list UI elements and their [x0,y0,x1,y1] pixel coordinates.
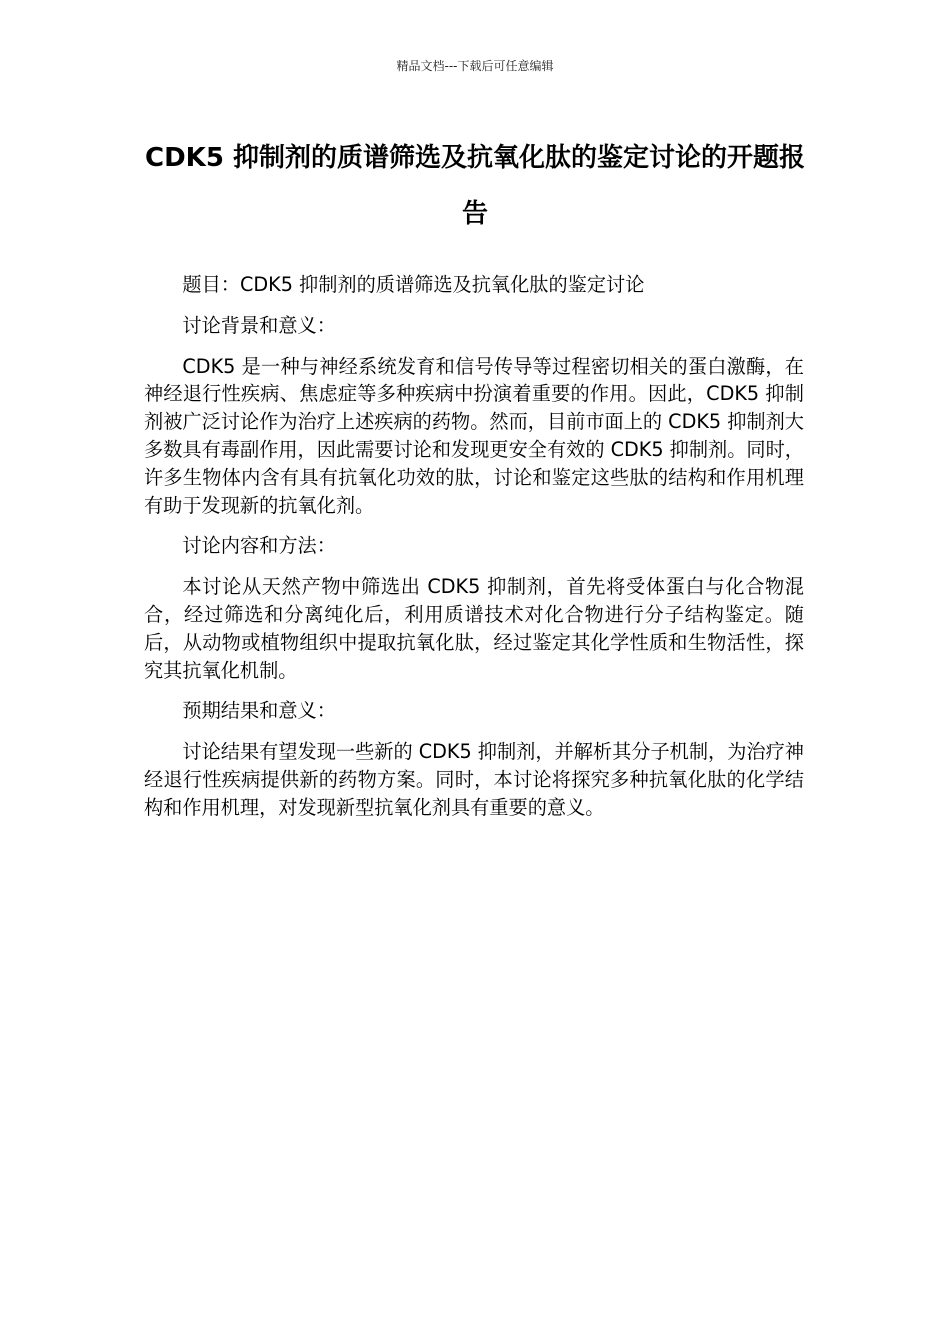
header-note: 精品文档---下载后可任意编辑 [396,59,554,73]
section-heading-background: 讨论背景和意义： [182,313,336,337]
section-body-expected-results: 讨论结果有望发现一些新的 CDK5 抑制剂，并解析其分子机制，为治疗神经退行性疾病提供新的药物方案。同时，本讨论将探究多种抗氧化肽的化学结构和作用机理，对发现新型抗氧化剂具有重要的意义。 [144,740,804,819]
document-title: CDK5 抑制剂的质谱筛选及抗氧化肽的鉴定讨论的开题报告 [145,143,805,229]
spacer [144,684,804,697]
section-body-background: CDK5 是一种与神经系统发育和信号传导等过程密切相关的蛋白激酶，在神经退行性疾病、焦虑症等多种疾病中扮演着重要的作用。因此，CDK5 抑制剂被广泛讨论作为治疗上述疾病的药物。然而，目前市面上的 CDK5 抑制剂大多数具有毒副作用，因此需要讨论和发现更安全有效的 CDK5 抑制剂。同时，许多生物体内含有具有抗氧化功效的肽，讨论和鉴定这些肽的结构和作用机理有助于发现新的抗氧化剂。 [144,354,804,517]
spacer [144,519,804,532]
spacer [144,725,804,738]
section-heading-methods: 讨论内容和方法： [182,534,336,558]
document-body [144,271,804,822]
topic-line: 题目：CDK5 抑制剂的质谱筛选及抗氧化肽的鉴定讨论 [182,273,645,296]
spacer [144,340,804,353]
spacer [144,299,804,312]
section-heading-expected-results: 预期结果和意义： [182,699,336,723]
section-body-methods: 本讨论从天然产物中筛选出 CDK5 抑制剂，首先将受体蛋白与化合物混合，经过筛选和分离纯化后，利用质谱技术对化合物进行分子结构鉴定。随后，从动物或植物组织中提取抗氧化肽，经过鉴定其化学性质和生物活性，探究其抗氧化机制。 [144,575,804,682]
spacer [144,560,804,573]
